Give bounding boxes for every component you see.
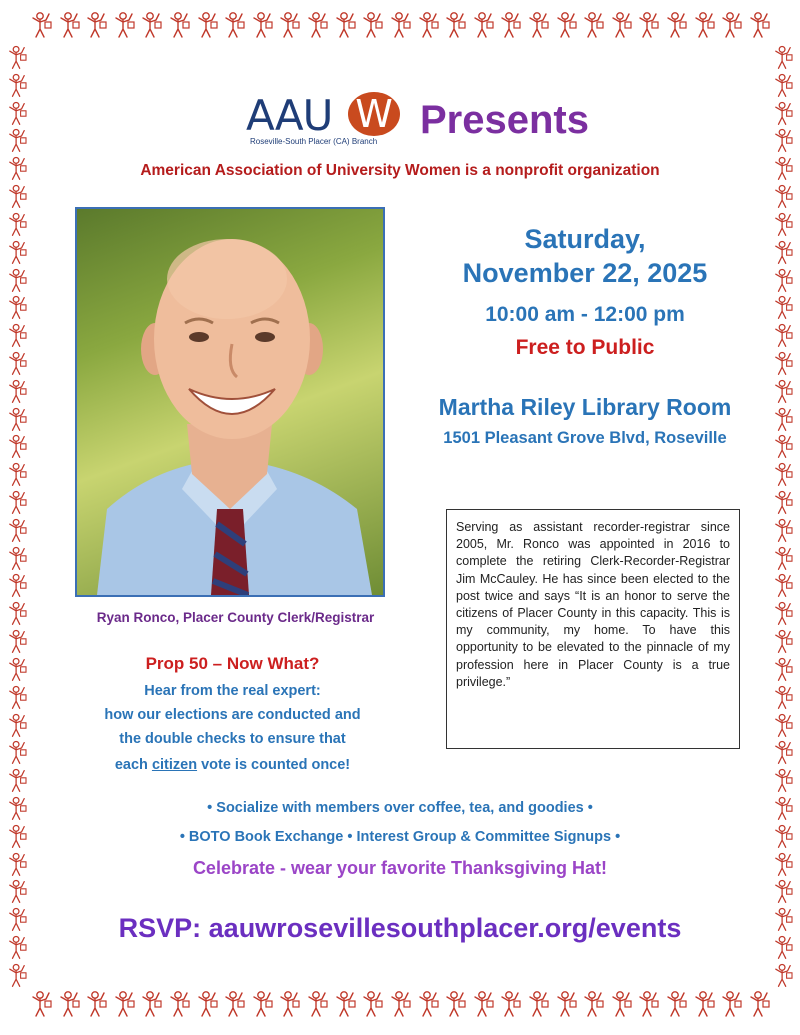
voting-figure-icon xyxy=(7,322,27,349)
voting-figure-icon xyxy=(361,989,383,1019)
voting-figure-icon xyxy=(582,10,604,40)
aauw-logo xyxy=(246,90,416,150)
voting-figure-icon xyxy=(773,739,793,766)
voting-figure-icon xyxy=(773,712,793,739)
voting-figure-icon xyxy=(665,10,687,40)
voting-figure-icon xyxy=(278,989,300,1019)
voting-figure-icon xyxy=(58,989,80,1019)
event-address: 1501 Pleasant Grove Blvd, Roseville xyxy=(443,429,727,447)
voting-figure-icon xyxy=(7,350,27,377)
voting-figure-icon xyxy=(773,572,793,599)
speaker-caption: Ryan Ronco, Placer County Clerk/Registrar xyxy=(96,610,375,625)
voting-figure-icon xyxy=(555,10,577,40)
event-cost: Free to Public xyxy=(515,336,655,359)
voting-figure-icon xyxy=(610,989,632,1019)
voting-figure-icon xyxy=(555,989,577,1019)
voting-figure-icon xyxy=(113,10,135,40)
voting-figure-icon xyxy=(7,517,27,544)
voting-figure-icon xyxy=(773,545,793,572)
voting-figure-icon xyxy=(30,989,52,1019)
voting-figure-icon xyxy=(7,294,27,321)
voting-figure-icon xyxy=(773,656,793,683)
voting-figure-icon xyxy=(773,962,793,989)
voting-figure-icon xyxy=(251,989,273,1019)
voting-figure-icon xyxy=(748,989,770,1019)
topic-line-2: how our elections are conducted and xyxy=(104,707,361,723)
voting-figure-icon xyxy=(7,767,27,794)
celebrate-line: Celebrate - wear your favorite Thanksgiving Hat! xyxy=(192,858,608,878)
voting-figure-icon xyxy=(85,10,107,40)
voting-figure-icon xyxy=(499,10,521,40)
voting-figure-icon xyxy=(499,989,521,1019)
topic-line-4-start: each xyxy=(114,757,152,773)
voting-figure-icon xyxy=(168,10,190,40)
voting-figure-icon xyxy=(7,378,27,405)
voting-figure-icon xyxy=(168,989,190,1019)
voting-figure-icon xyxy=(85,989,107,1019)
voting-figure-icon xyxy=(7,878,27,905)
voting-figure-icon xyxy=(58,10,80,40)
border-left xyxy=(4,44,30,989)
voting-figure-icon xyxy=(773,183,793,210)
org-description: American Association of University Women is a nonprofit organization xyxy=(140,162,660,179)
voting-figure-icon xyxy=(773,72,793,99)
voting-figure-icon xyxy=(306,989,328,1019)
voting-figure-icon xyxy=(334,10,356,40)
logo-branch: Roseville-South Placer (CA) Branch xyxy=(250,137,378,146)
voting-figure-icon xyxy=(665,989,687,1019)
voting-figure-icon xyxy=(417,989,439,1019)
voting-figure-icon xyxy=(389,10,411,40)
voting-figure-icon xyxy=(773,294,793,321)
topic-line-3: the double checks to ensure that xyxy=(119,731,346,747)
voting-figure-icon xyxy=(527,989,549,1019)
voting-figure-icon xyxy=(7,211,27,238)
voting-figure-icon xyxy=(7,183,27,210)
topic-title: Prop 50 – Now What? xyxy=(145,654,320,673)
logo-text: AAU xyxy=(246,91,333,140)
topic-line-4-end: vote is counted once! xyxy=(197,757,351,773)
voting-figure-icon xyxy=(637,989,659,1019)
voting-figure-icon xyxy=(773,44,793,71)
voting-figure-icon xyxy=(7,739,27,766)
voting-figure-icon xyxy=(444,989,466,1019)
voting-figure-icon xyxy=(773,350,793,377)
voting-figure-icon xyxy=(773,127,793,154)
voting-figure-icon xyxy=(7,628,27,655)
voting-figure-icon xyxy=(637,10,659,40)
speaker-bio: Serving as assistant recorder-registrar since 2005, Mr. Ronco was appointed in 2016 to complete the retiring Clerk-Recorder-Registrar Jim McCauley. He has since been elected to the post twice and says “It is an honor to serve the citizens of Placer County in this capacity. This is my community, my home. To have this opportunity to be elevated to the pinnacle of my profession here in Placer County is a true privilege.” xyxy=(446,509,740,749)
voting-figure-icon xyxy=(773,878,793,905)
event-date: November 22, 2025 xyxy=(462,258,708,288)
event-day: Saturday, xyxy=(524,224,646,254)
voting-figure-icon xyxy=(334,989,356,1019)
voting-figure-icon xyxy=(444,10,466,40)
voting-figure-icon xyxy=(7,433,27,460)
rsvp-link[interactable]: RSVP: aauwrosevillesouthplacer.org/events xyxy=(118,913,682,943)
event-venue: Martha Riley Library Room xyxy=(438,394,732,420)
citizen-link[interactable]: citizen xyxy=(151,757,198,773)
voting-figure-icon xyxy=(748,10,770,40)
voting-figure-icon xyxy=(773,100,793,127)
border-right xyxy=(770,44,796,989)
voting-figure-icon xyxy=(7,489,27,516)
voting-figure-icon xyxy=(773,322,793,349)
voting-figure-icon xyxy=(196,10,218,40)
voting-figure-icon xyxy=(223,10,245,40)
voting-figure-icon xyxy=(773,239,793,266)
voting-figure-icon xyxy=(527,10,549,40)
voting-figure-icon xyxy=(773,267,793,294)
voting-figure-icon xyxy=(472,10,494,40)
voting-figure-icon xyxy=(773,461,793,488)
speaker-photo-illustration xyxy=(77,209,383,595)
speaker-photo xyxy=(75,207,385,597)
voting-figure-icon xyxy=(7,545,27,572)
voting-figure-icon xyxy=(7,44,27,71)
topic-line-1: Hear from the real expert: xyxy=(144,683,321,699)
voting-figure-icon xyxy=(773,767,793,794)
voting-figure-icon xyxy=(306,10,328,40)
voting-figure-icon xyxy=(720,989,742,1019)
voting-figure-icon xyxy=(610,10,632,40)
extras-bullet-2: • BOTO Book Exchange • Interest Group & Committee Signups • xyxy=(179,829,621,845)
topic-line-4 xyxy=(40,757,425,773)
voting-figure-icon xyxy=(7,600,27,627)
voting-figure-icon xyxy=(7,572,27,599)
extras-bullet-1: • Socialize with members over coffee, tea, and goodies • xyxy=(207,800,593,816)
voting-figure-icon xyxy=(278,10,300,40)
voting-figure-icon xyxy=(361,10,383,40)
voting-figure-icon xyxy=(720,10,742,40)
voting-figure-icon xyxy=(7,461,27,488)
voting-figure-icon xyxy=(7,406,27,433)
voting-figure-icon xyxy=(7,127,27,154)
presents-heading: Presents xyxy=(420,98,589,142)
voting-figure-icon xyxy=(472,989,494,1019)
voting-figure-icon xyxy=(223,989,245,1019)
voting-figure-icon xyxy=(417,10,439,40)
voting-figure-icon xyxy=(582,989,604,1019)
voting-figure-icon xyxy=(196,989,218,1019)
voting-figure-icon xyxy=(30,10,52,40)
voting-figure-icon xyxy=(113,989,135,1019)
voting-figure-icon xyxy=(7,712,27,739)
voting-figure-icon xyxy=(7,656,27,683)
voting-figure-icon xyxy=(389,989,411,1019)
voting-figure-icon xyxy=(7,100,27,127)
voting-figure-icon xyxy=(7,684,27,711)
voting-figure-icon xyxy=(773,628,793,655)
voting-figure-icon xyxy=(7,239,27,266)
voting-figure-icon xyxy=(773,600,793,627)
border-bottom xyxy=(30,989,770,1023)
voting-figure-icon xyxy=(140,989,162,1019)
voting-figure-icon xyxy=(773,489,793,516)
voting-figure-icon xyxy=(693,10,715,40)
logo-w-circle: W xyxy=(348,92,400,136)
voting-figure-icon xyxy=(7,267,27,294)
voting-figure-icon xyxy=(773,684,793,711)
border-top xyxy=(30,10,770,44)
event-time: 10:00 am - 12:00 pm xyxy=(485,303,685,326)
voting-figure-icon xyxy=(773,211,793,238)
voting-figure-icon xyxy=(251,10,273,40)
voting-figure-icon xyxy=(7,72,27,99)
voting-figure-icon xyxy=(7,962,27,989)
voting-figure-icon xyxy=(773,517,793,544)
voting-figure-icon xyxy=(140,10,162,40)
voting-figure-icon xyxy=(693,989,715,1019)
